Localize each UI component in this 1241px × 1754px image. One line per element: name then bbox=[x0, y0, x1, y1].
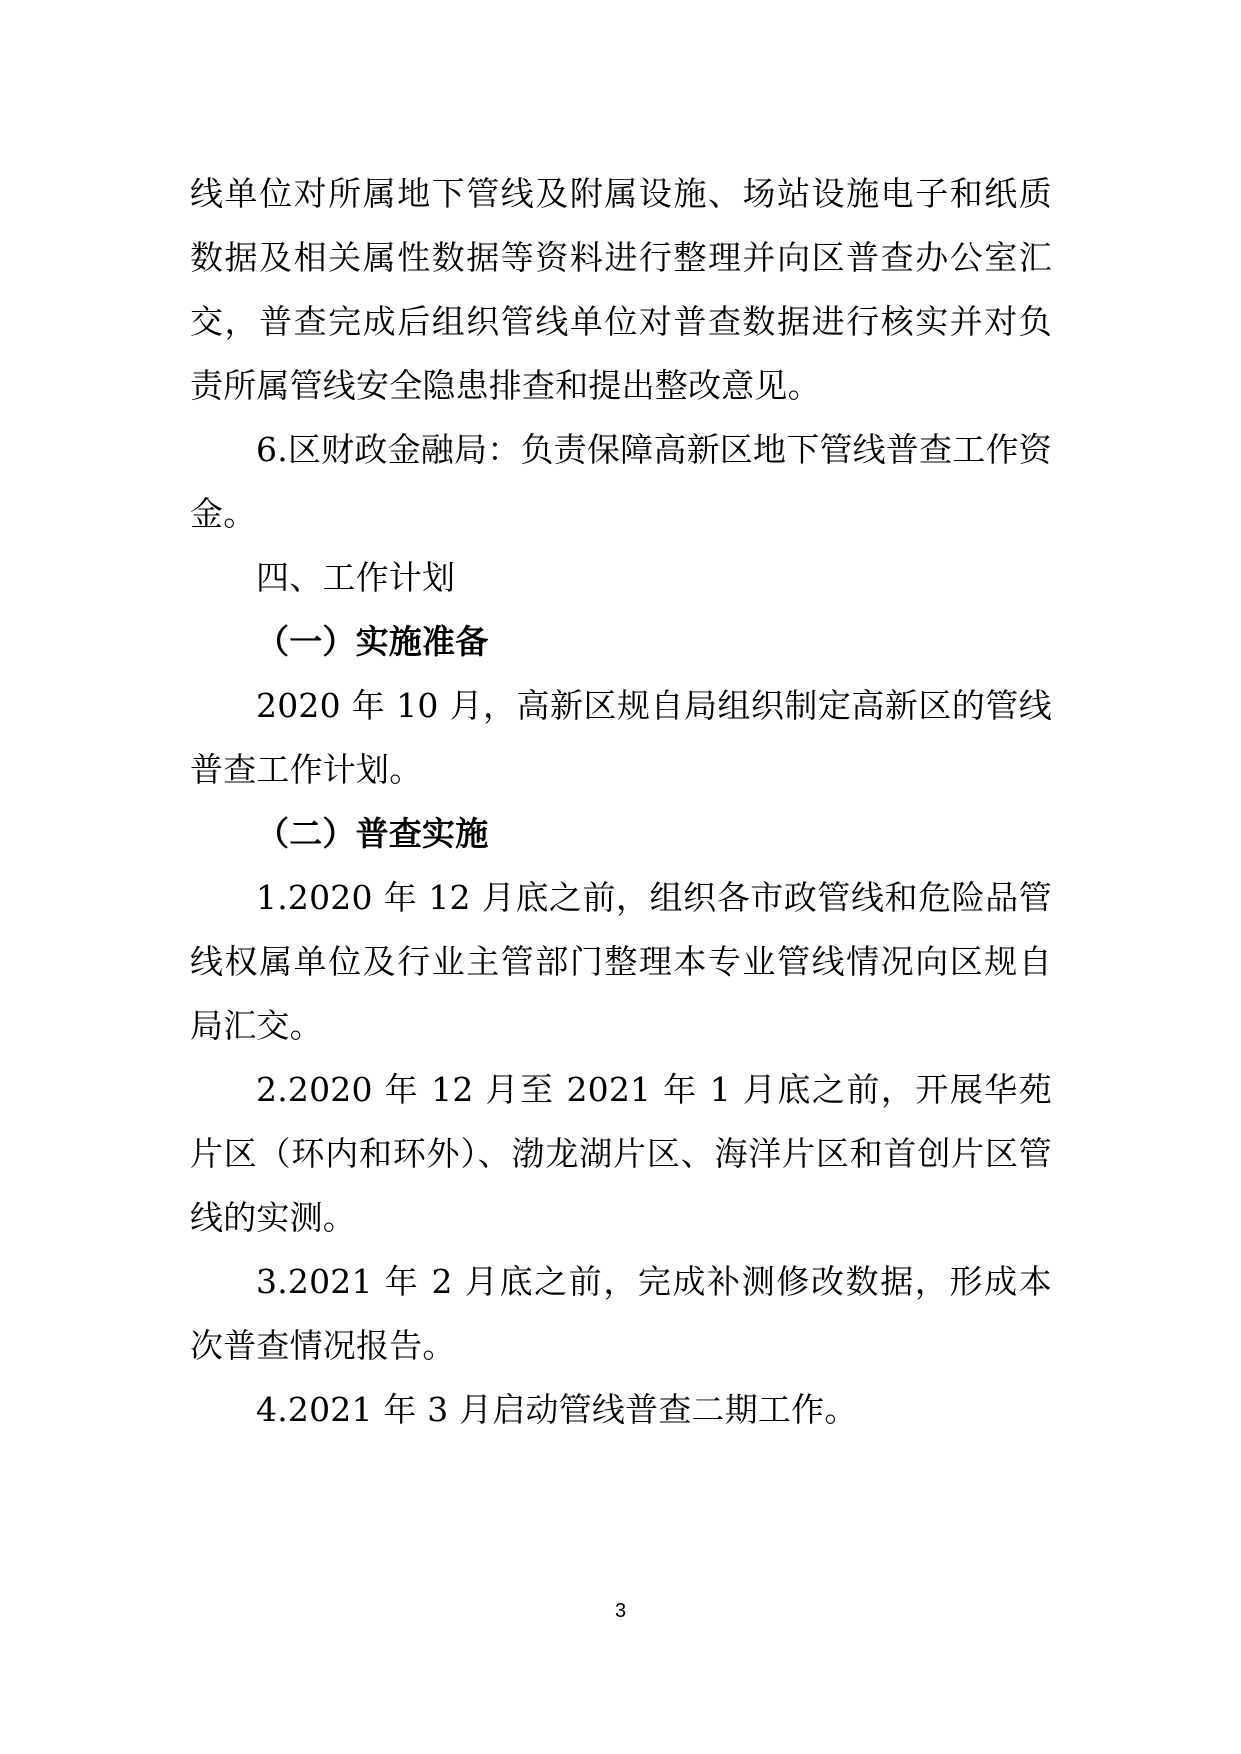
paragraph-finance-bureau: 6.区财政金融局：负责保障高新区地下管线普查工作资金。 bbox=[190, 430, 1052, 533]
page-number: 3 bbox=[614, 1600, 627, 1622]
list-item-implementation-2: 2.2020 年 12 月至 2021 年 1 月底之前，开展华苑片区（环内和环外）、渤龙湖片区、海洋片区和首创片区管线的实测。 bbox=[190, 1070, 1052, 1237]
paragraph-pipeline-units: 线单位对所属地下管线及附属设施、场站设施电子和纸质数据及相关属性数据等资料进行整理并向区普查办公室汇交，普查完成后组织管线单位对普查数据进行核实并对负责所属管线安全隐患排查和提出整改意见。 bbox=[190, 174, 1052, 405]
document-body bbox=[190, 162, 1052, 1442]
section-heading-work-plan: 四、工作计划 bbox=[256, 558, 456, 597]
subheading-preparation: （一）实施准备 bbox=[256, 622, 489, 661]
list-item-implementation-1: 1.2020 年 12 月底之前，组织各市政管线和危险品管线权属单位及行业主管部门整理本专业管线情况向区规自局汇交。 bbox=[190, 878, 1052, 1045]
subheading-implementation: （二）普查实施 bbox=[256, 814, 489, 853]
list-item-implementation-3: 3.2021 年 2 月底之前，完成补测修改数据，形成本次普查情况报告。 bbox=[190, 1262, 1052, 1365]
paragraph-preparation: 2020 年 10 月，高新区规自局组织制定高新区的管线普查工作计划。 bbox=[190, 686, 1052, 789]
list-item-implementation-4: 4.2021 年 3 月启动管线普查二期工作。 bbox=[256, 1390, 858, 1429]
